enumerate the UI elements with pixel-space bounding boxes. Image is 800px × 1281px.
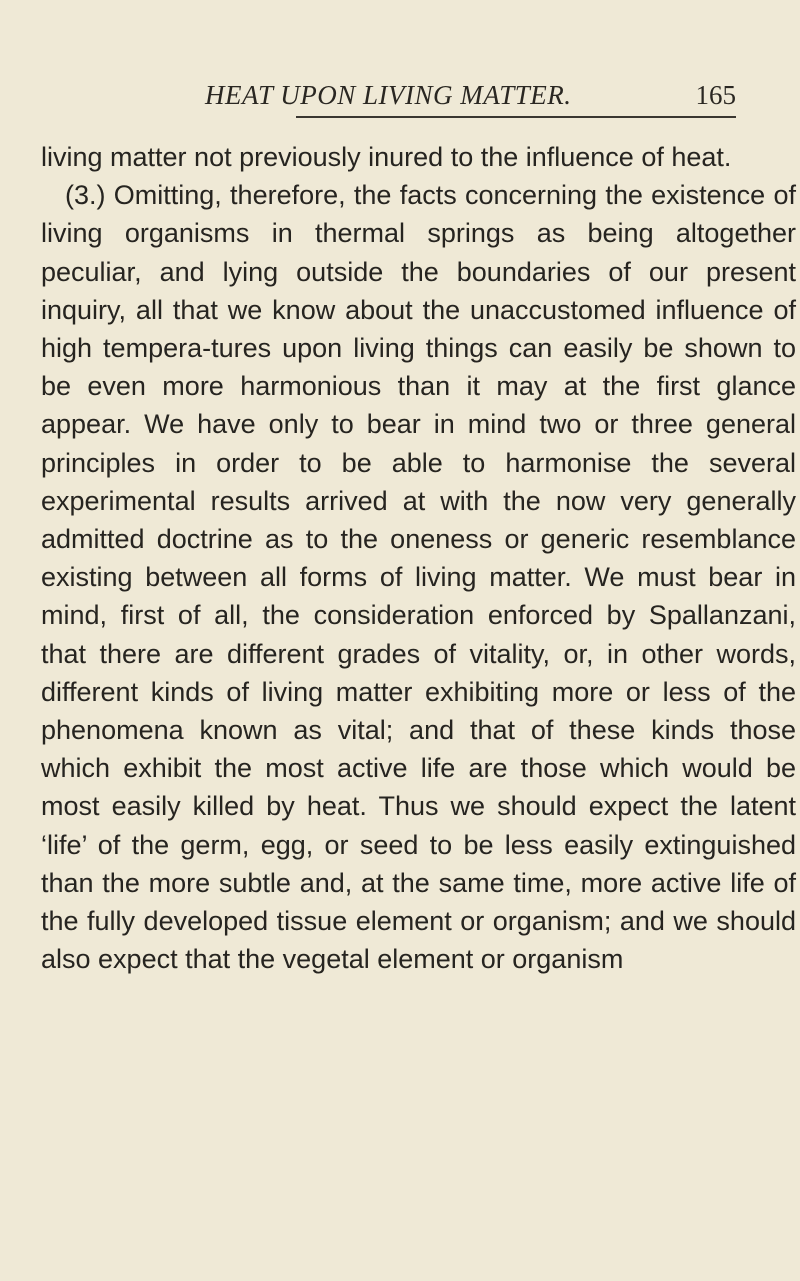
- running-title: HEAT UPON LIVING MATTER.: [205, 80, 572, 110]
- paragraph-section-3: (3.) Omitting, therefore, the facts concerning the existence of living organisms in thermal springs as being altogether peculiar, and lying outside the boundaries of our present inquiry, all that we know about the unaccustomed influence of high tempera-tures upon living things can easily be shown to be even more harmonious than it may at the first glance appear. We have only to bear in mind two or three general principles in order to be able to harmonise the several experimental results arrived at with the now very generally admitted doctrine as to the oneness or generic resemblance existing between all forms of living matter. We must bear in mind, first of all, the consideration enforced by Spallanzani, that there are different grades of vitality, or, in other words, different kinds of living matter exhibiting more or less of the phenomena known as vital; and that of these kinds those which exhibit the most active life are those which would be most easily killed by heat. Thus we should expect the latent ‘life’ of the germ, egg, or seed to be less easily extinguished than the more subtle and, at the same time, more active life of the fully developed tissue element or organism; and we should also expect that the vegetal element or organism: [41, 180, 796, 975]
- header-rule: [296, 116, 736, 118]
- paragraph-continuation: living matter not previously inured to the influence of heat.: [41, 142, 732, 172]
- page-number: 165: [695, 80, 736, 110]
- body-text: [41, 138, 796, 978]
- page-header: [110, 74, 736, 114]
